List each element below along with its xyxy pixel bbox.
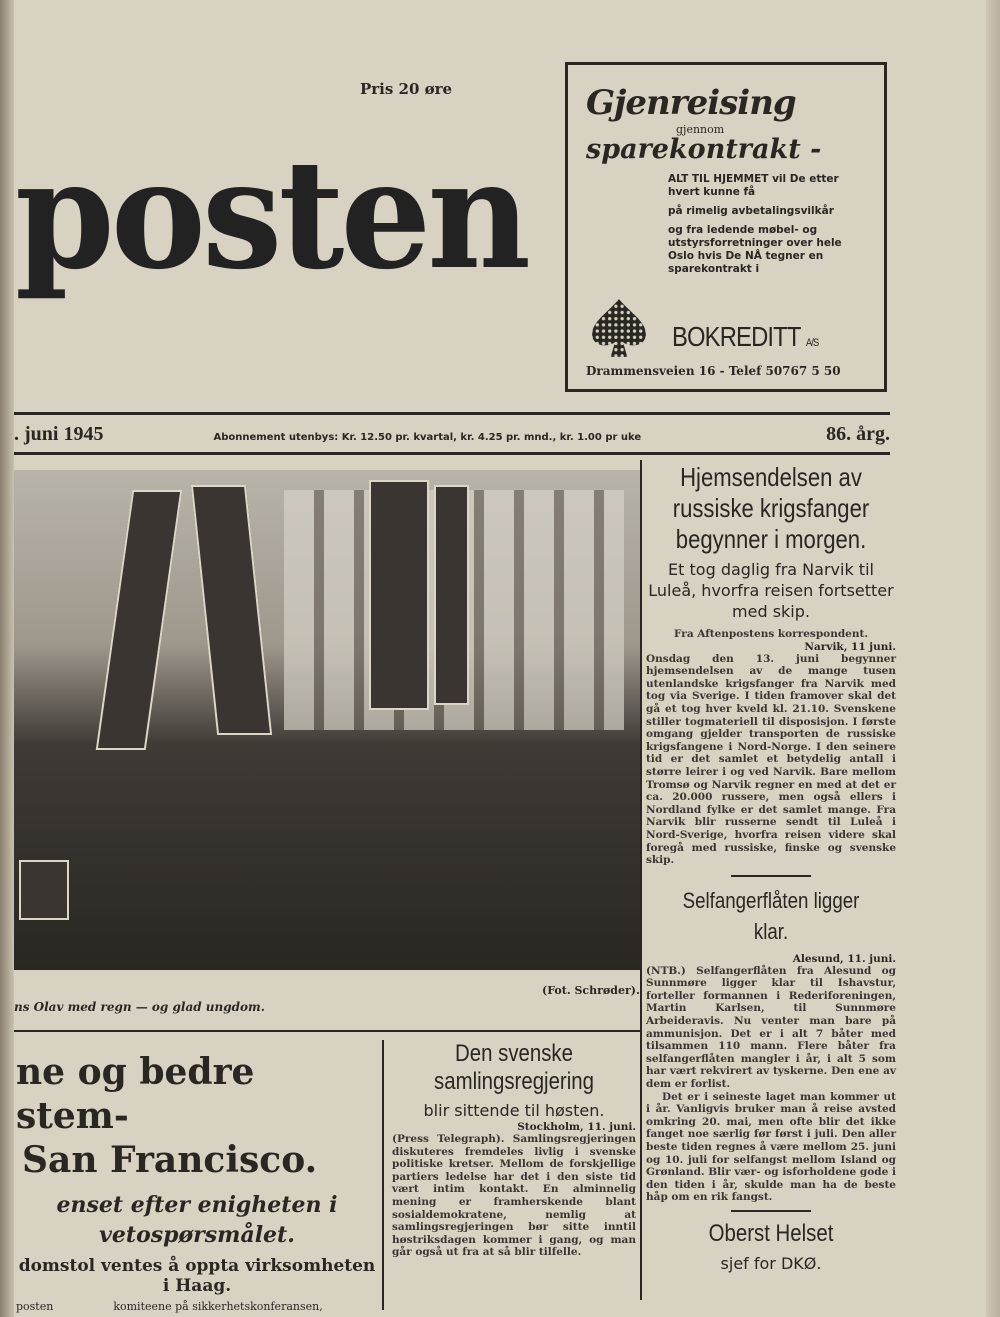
divider (731, 1210, 811, 1212)
headline: San Francisco. (22, 1139, 318, 1181)
subscription-info: Abonnement utenbys: Kr. 12.50 pr. kvartal, kr. 4.25 pr. mnd., kr. 1.00 pr uke (213, 432, 642, 443)
dateline: Alesund, 11. juni. (792, 952, 896, 965)
headline: Selfangerflåten ligger klar. (682, 887, 860, 944)
column-rule (640, 460, 642, 1300)
rule (14, 1030, 640, 1032)
deck: sjef for DKØ. (720, 1253, 822, 1273)
article-san-francisco (16, 1050, 378, 1313)
ad-line: og fra ledende møbel- og utstyrsforretninger over hele Oslo hvis De NÅ tegner en sparekontrakt i (668, 224, 842, 275)
divider (731, 875, 811, 877)
column-rule (382, 1040, 384, 1310)
price: Pris 20 øre (360, 80, 453, 98)
body: Onsdag den 13. juni begynner hjemsendelsen av de mange tusen utenlandske krigsfanger fra Narvik med tog via Sverige. I tiden framover skal det gå et tog hver kveld kl. 21.10. Svenskene stiller togmateriell til disposisjon. I første omgang gjelder transporten de russiske krigsfangene i Nord-Norge. I den seinere tid er det samlet et betydelig antall i større leirer i og ved Narvik. Bare mellom Tromsø og Narvik regner en med at det er ca. 20.000 russere, men også ellers i Nordland fylke er det samlet mange. Fra Narvik blir russerne sendt til Luleå i Nord-Sverige, hvorfra reisen videre skal foregå med russiske, finske og svenske skip. (646, 652, 896, 867)
flag (96, 490, 183, 750)
deck: Et tog daglig fra Narvik til Luleå, hvorfra reisen fortsetter med skip. (648, 560, 894, 621)
dateline: Stockholm, 11. juni. (517, 1121, 636, 1133)
volume: 86. årg. (826, 423, 890, 445)
body-fragment: posten (16, 1300, 54, 1313)
photo-credit: (Fot. Schrøder). (542, 984, 640, 997)
body: (NTB.) Selfangerflåten fra Alesund og Sunnmøre ligger klar til Ishavstur, forteller formannen i Rederiforeningen, Martin Karlsen, til Sunnmøre Arbeideravis. Nu venter man bare på ammunisjon. Det er i alt 7 båter med tilsammen 110 mann. Flere båter fra selfangerflåten mangler i år, i alt 5 som har vært rekvirert av tyskerne. Den ene av dem er forlist. (646, 964, 896, 1091)
headline: Oberst Helset (708, 1219, 834, 1247)
source: Fra Aftenpostens korrespondent. (674, 628, 868, 640)
ad-brand: BOKREDITT A/S (672, 321, 819, 352)
ad-body (668, 173, 870, 276)
ad-line: ALT TIL HJEMMET vil De etter hvert kunne få (668, 173, 839, 198)
ad-headline: Gjenreising (586, 83, 796, 123)
headline: ne og bedre stem- (16, 1051, 255, 1137)
rule (14, 452, 890, 455)
news-photo (14, 470, 640, 970)
article-russian-pows (646, 462, 896, 1274)
issue-date: . juni 1945 (14, 423, 104, 445)
deck: domstol ventes å oppta virksomheten i Haag. (18, 1256, 376, 1296)
ad-via: gjennom (676, 123, 725, 136)
page-edge-right (986, 0, 1000, 1317)
headline: Hjemsendelsen av russiske krigsfanger begynner i morgen. (672, 462, 870, 554)
article-swedish-government (392, 1040, 636, 1259)
masthead-title: posten (15, 127, 528, 303)
flag (434, 485, 469, 705)
flag (191, 485, 272, 735)
advertisement (565, 62, 887, 392)
ad-line: på rimelig avbetalingsvilkår (668, 205, 834, 217)
spade-logo-icon (588, 297, 650, 359)
body: Det er i seineste laget man kommer ut i år. Vanligvis bruker man å reise avsted omkring 20. mai, men ofte blir det ikke fanget noe særlig før først i juli. Den aller beste tiden regnes å være mellom 25. juni og 10. juli for selfangst mellom Island og Grønland. Blir vær- og isforholdene gode i den tiden i år, skulde man ha de beste håp om en rik fangst. (646, 1090, 896, 1204)
deck: enset efter enigheten i vetospørsmålet. (56, 1192, 338, 1248)
flag (369, 480, 429, 710)
deck: blir sittende til høsten. (423, 1101, 605, 1120)
ad-headline2: sparekontrakt - (586, 134, 822, 165)
dateline: Narvik, 11 juni. (804, 640, 896, 653)
ad-address: Drammensveien 16 - Telef 50767 5 50 (586, 364, 841, 378)
body-fragment: komiteene på sikkerhetskonferansen, (113, 1300, 323, 1313)
page-edge-left (0, 0, 14, 1317)
photo-caption: ns Olav med regn — og glad ungdom. (14, 1000, 265, 1014)
flag (19, 860, 69, 920)
headline: Den svenske samlingsregjering (434, 1040, 594, 1095)
body: (Press Telegraph). Samlingsregjeringen diskuteres fremdeles livlig i svenske politiske kretser. Mellom de forskjellige partiers ledelse har det i den siste tid vært intim kontakt. En alminnelig mening er framherskende blant sosialdemokratene, nemlig at samlingsregjeringen bør sitte inntil høstriksdagen kommer i gang, og man går også ut fra at så blir tilfelle. (392, 1133, 636, 1259)
dateline-bar (14, 423, 890, 446)
rule (14, 412, 890, 415)
